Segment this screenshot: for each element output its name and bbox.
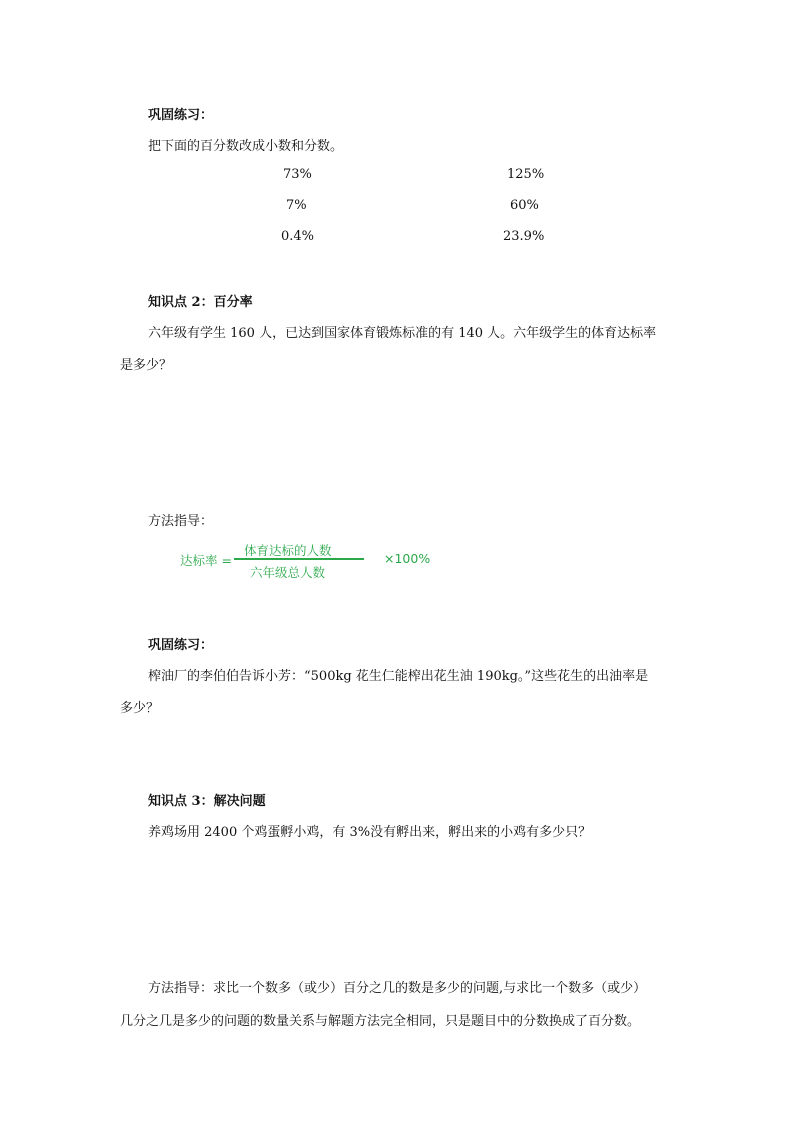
percent-item: 23.9% <box>503 229 545 244</box>
practice2-question-line1: 榨油厂的李伯伯告诉小芳：“500kg 花生仁能榨出花生油 190kg。”这些花生的出油率是 <box>148 669 649 684</box>
knowledge-point-2-heading: 知识点 2：百分率 <box>148 295 253 310</box>
practice-heading-2: 巩固练习： <box>148 638 214 653</box>
practice2-question-line2: 多少？ <box>120 701 160 716</box>
fraction-bar <box>234 558 364 560</box>
percent-item: 60% <box>510 198 539 213</box>
kp2-question-line2: 是多少？ <box>120 358 173 373</box>
percent-item: 0.4% <box>281 229 315 244</box>
percent-item: 7% <box>286 198 307 213</box>
percent-item: 73% <box>283 167 312 182</box>
practice-instruction: 把下面的百分数改成小数和分数。 <box>148 139 344 154</box>
practice-heading-1: 巩固练习： <box>148 108 214 123</box>
kp3-method-line1: 方法指导：求比一个数多（或少）百分之几的数是多少的问题,与求比一个数多（或少） <box>148 981 647 996</box>
knowledge-point-3-heading: 知识点 3：解决问题 <box>148 794 266 809</box>
kp3-question: 养鸡场用 2400 个鸡蛋孵小鸡，有 3%没有孵出来，孵出来的小鸡有多少只？ <box>148 825 592 840</box>
formula-multiplier: ×100% <box>384 551 431 566</box>
percent-item: 125% <box>507 167 545 182</box>
formula-lhs: 达标率 = <box>180 553 232 568</box>
formula-numerator: 体育达标的人数 <box>244 543 332 558</box>
method-guide-label: 方法指导： <box>148 514 214 529</box>
formula-denominator: 六年级总人数 <box>250 565 326 580</box>
kp3-method-line2: 几分之几是多少的问题的数量关系与解题方法完全相同，只是题目中的分数换成了百分数。 <box>120 1014 641 1029</box>
kp2-question-line1: 六年级有学生 160 人，已达到国家体育锻炼标准的有 140 人。六年级学生的体育达标率 <box>148 326 657 341</box>
